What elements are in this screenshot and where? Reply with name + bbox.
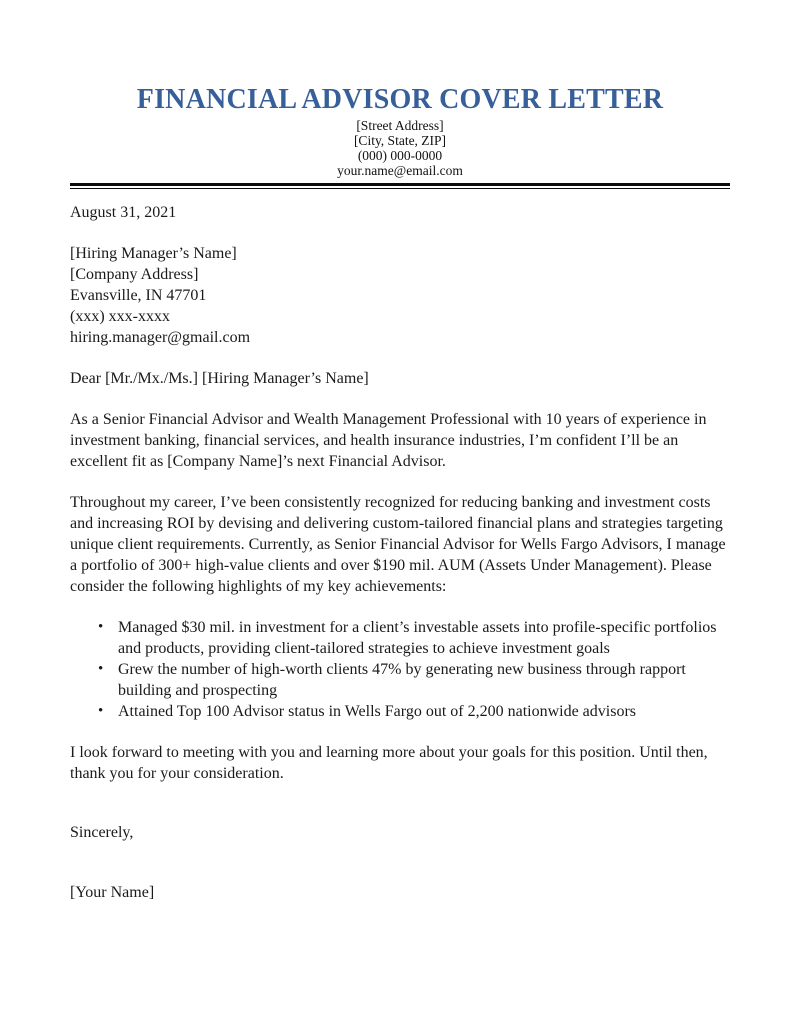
letterhead-contact-block (70, 118, 730, 178)
date-line: August 31, 2021 (70, 204, 177, 221)
recipient-company-address: [Company Address] (70, 266, 199, 283)
document-title: FINANCIAL ADVISOR COVER LETTER (136, 84, 664, 115)
letterhead (70, 84, 730, 189)
achievement-text: Managed $30 mil. in investment for a client’s investable assets into profile-specific portfolios and products, providing client-tailored strategies to achieve investment goals (118, 619, 717, 657)
letterhead-phone: (000) 000-0000 (357, 148, 443, 163)
achievement-text: Grew the number of high-worth clients 47% by generating new business through rapport building and prospecting (118, 661, 686, 699)
signature-name: [Your Name] (70, 884, 155, 901)
letterhead-street-address: [Street Address] (356, 118, 444, 133)
letterhead-email: your.name@email.com (337, 163, 463, 178)
letterhead-city-state-zip: [City, State, ZIP] (353, 133, 447, 148)
achievement-item (98, 659, 730, 701)
letterhead-divider (70, 183, 730, 189)
recipient-city-state-zip: Evansville, IN 47701 (70, 287, 207, 304)
bullet-icon: • (98, 619, 104, 635)
paragraph-closing: I look forward to meeting with you and learning more about your goals for this position. Until then, thank you for your consideration. (70, 744, 708, 782)
recipient-email: hiring.manager@gmail.com (70, 329, 251, 346)
bullet-icon: • (98, 703, 104, 719)
achievements-list (70, 617, 730, 722)
paragraph-experience: Throughout my career, I’ve been consistently recognized for reducing banking and investment costs and increasing ROI by devising and delivering custom-tailored financial plans and strategies targeting unique client requirements. Currently, as Senior Financial Advisor for Wells Fargo Advisors, I manage a portfolio of 300+ high-value clients and over $190 mil. AUM (Assets Under Management). Please consider the following highlights of my key achievements: (70, 494, 726, 595)
achievement-item (98, 701, 730, 722)
achievement-text: Attained Top 100 Advisor status in Wells Fargo out of 2,200 nationwide advisors (118, 703, 637, 720)
recipient-name: [Hiring Manager’s Name] (70, 245, 237, 262)
paragraph-introduction: As a Senior Financial Advisor and Wealth Management Professional with 10 years of experience in investment banking, financial services, and health insurance industries, I’m confident I’ll be an excellent fit as [Company Name]’s next Financial Advisor. (70, 411, 707, 470)
signoff: Sincerely, (70, 824, 134, 841)
recipient-phone: (xxx) xxx-xxxx (70, 308, 170, 325)
letter-body (70, 202, 730, 903)
bullet-icon: • (98, 661, 104, 677)
achievement-item (98, 617, 730, 659)
recipient-block (70, 243, 730, 348)
salutation: Dear [Mr./Mx./Ms.] [Hiring Manager’s Name] (70, 370, 369, 387)
